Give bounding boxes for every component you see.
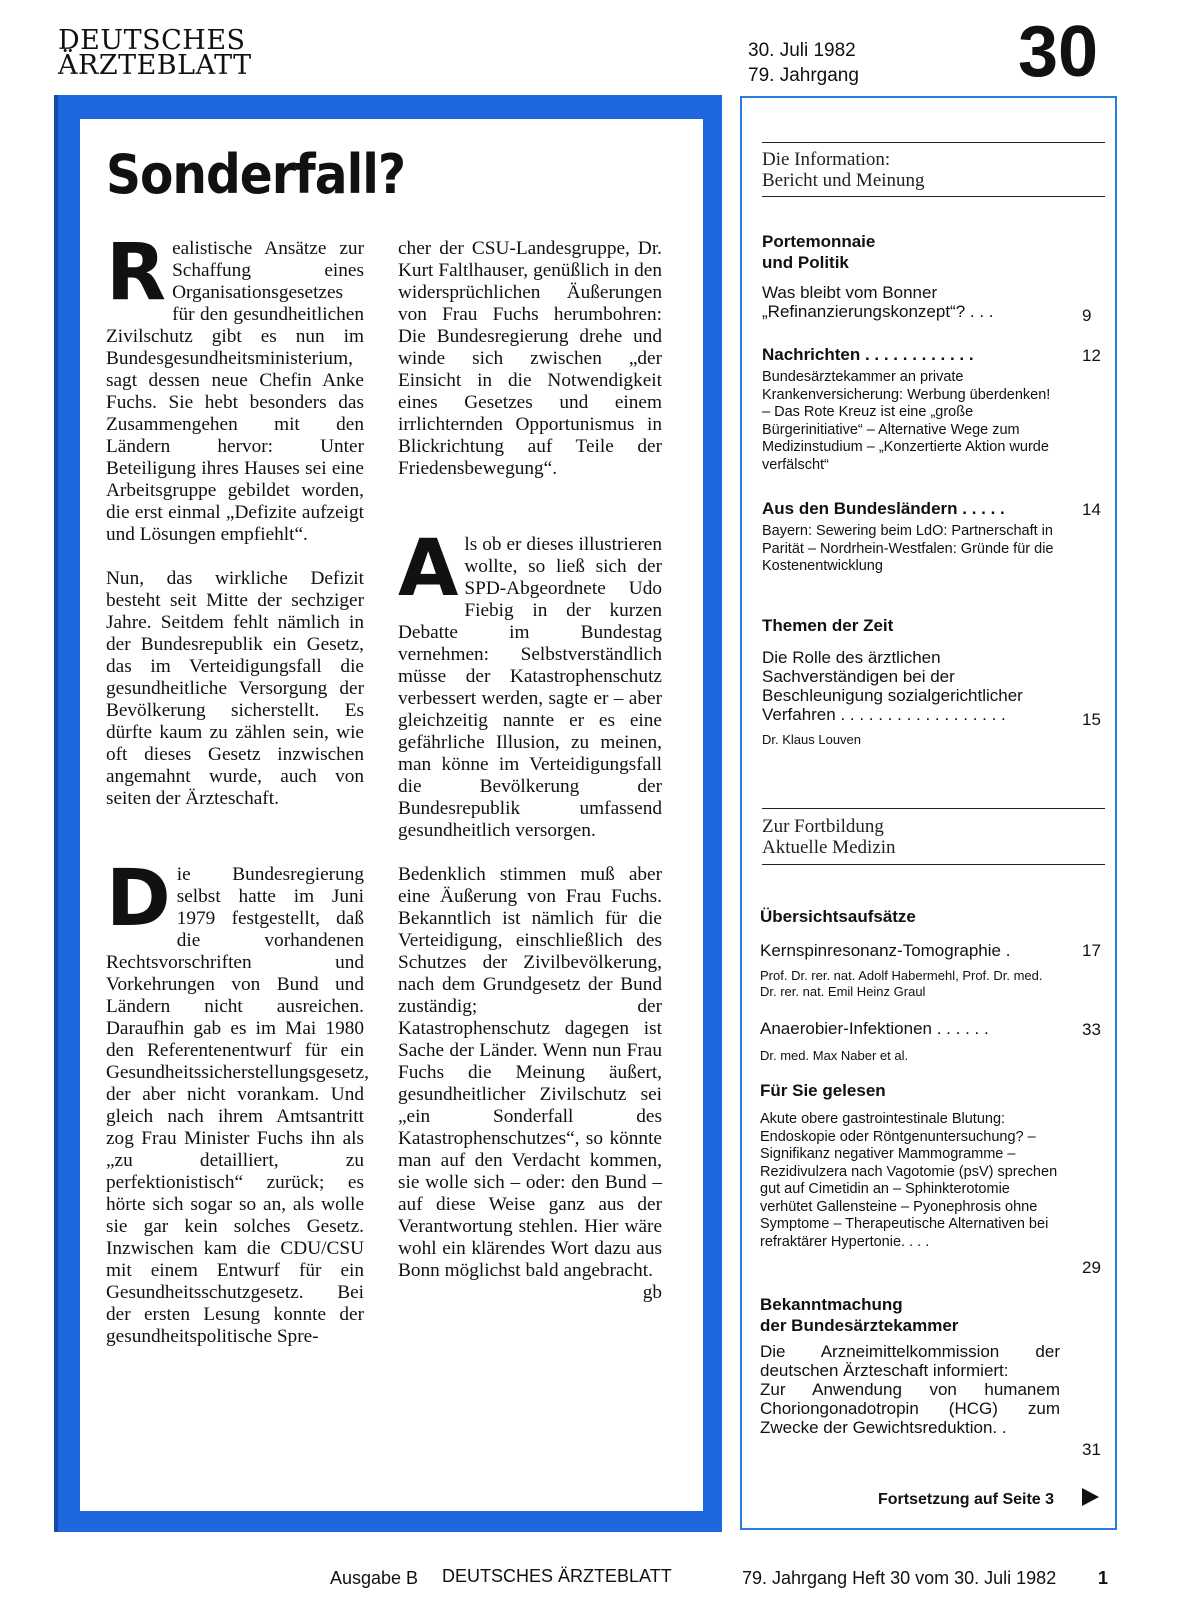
article-paragraph-6: Bedenklich stimmen muß aber eine Äußerung von Frau Fuchs. Bekanntlich ist nämlich für die Verteidigung, einschließlich des Schutzes der Zivilbevölkerung, nach dem Grundgesetz der Bund zuständig; der Katastrophenschutz dagegen ist Sache der Länder. Wenn nun Frau Fuchs die Meinung äußert, gesundheitlicher Zivilschutz sei „ein Sonderfall des Katastrophenschutzes“, so könnte man auf den Verdacht kommen, sie wolle sich – oder: den Bund – auf diese Weise ganz aus der Verantwortung stehlen. Hier wäre wohl ein klärendes Wort dazu aus Bonn möglichst bald angebracht. gb — [398, 864, 662, 1303]
toc-page-number: 15 — [1082, 710, 1101, 729]
author-signature: gb — [642, 1282, 662, 1303]
issue-volume: 79. Jahrgang — [748, 65, 859, 86]
article-paragraph-5: Als ob er dieses illustrieren wollte, so ließ sich der SPD-Abgeordnete Udo Fiebig in der kurzen Debatte im Bundestag vernehmen: Selbstverständlich müsse der Katastrophenschutz verbessert werden, sagte er – aber gleichzeitig nannte er es eine gefährliche Illusion, zu meinen, man könne im Verteidigungsfall die Bevölkerung der Bundesrepublik umfassend gesundheitlich versorgen. — [398, 524, 662, 841]
toc-entry-themen-der-zeit[interactable]: Themen der Zeit Die Rolle des ärztlichen Sachverständigen bei der Beschleunigung sozialgerichtlicher Verfahren . . . . . . . . . . . . . . . . . . Dr. Klaus Louven — [762, 616, 1023, 747]
toc-page-number: 29 — [1082, 1258, 1101, 1277]
drop-cap: D — [106, 854, 171, 944]
article-paragraph-3: Die Bundesregierung selbst hatte im Juni 1979 festgestellt, daß die vorhandenen Rechtsvorschriften und Vorkehrungen von Bund und Ländern nicht ausreichen. Daraufhin gab es im Mai 1980 den Referentenentwurf für ein Gesundheitssicherstellungsgesetz, der aber nicht vorankam. Und gleich nach ihrem Amtsantritt zog Frau Minister Fuchs ihn als „zu detailliert, zu perfektionistisch“ zurück; es hörte sich sogar so an, als wolle sie gar kein solches Gesetz. Inzwischen kam die CDU/CSU mit einem Entwurf für ein Gesundheitsschutzgesetz. Bei der ersten Lesung konnte der gesundheitspolitische Spre- — [106, 854, 369, 1347]
divider — [762, 864, 1105, 865]
toc-page-number: 33 — [1082, 1020, 1101, 1039]
article-paragraph-1: Realistische Ansätze zur Schaffung eines Organisationsgesetzes für den gesundheitlichen Zivilschutz gibt es nun im Bundesgesundheitsministerium, sagt dessen neue Chefin Anke Fuchs. Sie hebt besonders das Zusammengehen mit den Ländern hervor: Unter Beteiligung ihres Hauses sei eine Arbeitsgruppe gebildet worden, die erst einmal „Defizite aufzeigt und Lösungen empfiehlt“. — [106, 228, 364, 545]
article-headline: Sonderfall? — [106, 143, 406, 206]
toc-entry-kernspin[interactable]: Übersichtsaufsätze Kernspinresonanz-Tomographie . Prof. Dr. rer. nat. Adolf Habermehl, Prof. Dr. med. Dr. rer. nat. Emil Heinz Graul — [760, 907, 1043, 999]
toc-page-number: 17 — [1082, 941, 1101, 960]
article-paragraph-2: Nun, das wirkliche Defizit besteht seit Mitte der sechziger Jahre. Seitdem fehlt nämlich in der Bundesrepublik ein Gesetz, das im Verteidigungsfall die gesundheitliche Versorgung der Bevölkerung sicherstellt. Es dürfte kaum zu zählen sein, wie oft dieses Gesetz inzwischen angemahnt wurde, auch von seiten der Ärzteschaft. — [106, 568, 364, 809]
article-column-right — [398, 238, 662, 1304]
article-paragraph-4: cher der CSU-Landesgruppe, Dr. Kurt Faltlhauser, genüßlich in den widersprüchlichen Äußerungen von Frau Fuchs herumbohren: Die Bundesregierung drehe und winde sich zwischen „der Einsicht in die Notwendigkeit eines Gesetzes und einem irrlichternden Opportunismus in Blickrichtung auf Teile der Friedensbewegung“. — [398, 238, 662, 479]
toc-section-fortbildung: Zur Fortbildung Aktuelle Medizin — [762, 816, 896, 858]
toc-entry-portemonnaie[interactable]: Portemonnaie und Politik Was bleibt vom Bonner „Refinanzierungskonzept“? . . . — [762, 232, 994, 321]
toc-entry-bekanntmachung[interactable]: Bekanntmachung der Bundesärztekammer Die Arzneimittelkommission der deutschen Ärzteschaft informiert: Zur Anwendung von humanem Choriongonadotropin (HCG) zum Zwecke der Gewichtsreduktion. . — [760, 1295, 1060, 1437]
masthead-line2: ÄRZTEBLATT — [58, 50, 252, 81]
issue-info — [748, 38, 859, 88]
toc-page-number: 31 — [1082, 1440, 1101, 1459]
divider — [762, 196, 1105, 197]
issue-date: 30. Juli 1982 — [748, 40, 856, 61]
toc-entry-nachrichten[interactable]: Nachrichten . . . . . . . . . . . . Bundesärztekammer an private Krankenversicherung: Werbung überdenken! – Das Rote Kreuz ist eine „große Bürgerinitiative“ – Alternative Wege zum Medizinstudium – „Konzertierte Aktion wurde verfälscht“ — [762, 345, 1051, 473]
footer-magazine: DEUTSCHES ÄRZTEBLATT — [442, 1566, 672, 1586]
footer-page-number: 1 — [1098, 1568, 1109, 1588]
footer-issue: 79. Jahrgang Heft 30 vom 30. Juli 1982 — [742, 1568, 1057, 1588]
masthead-logo — [58, 25, 252, 81]
toc-entry-anaerobier[interactable]: Anaerobier-Infektionen . . . . . . Dr. med. Max Naber et al. — [760, 1019, 989, 1063]
continued-note: Fortsetzung auf Seite 3 — [878, 1491, 1055, 1508]
toc-page-number: 14 — [1082, 500, 1101, 519]
article-column-left — [106, 228, 369, 1348]
toc-page-number: 12 — [1082, 346, 1101, 365]
arrow-right-icon — [1082, 1488, 1099, 1506]
divider — [762, 808, 1105, 809]
toc-section-information: Die Information: Bericht und Meinung — [762, 149, 925, 191]
toc-entry-bundeslaender[interactable]: Aus den Bundesländern . . . . . Bayern: Sewering beim LdO: Partnerschaft in Parität – Nordrhein-Westfalen: Gründe für die Kostenentwicklung — [762, 499, 1054, 574]
drop-cap: R — [106, 228, 167, 318]
masthead-line1: DEUTSCHES — [58, 25, 246, 56]
divider — [762, 142, 1105, 143]
toc-entry-fuer-sie-gelesen[interactable]: Für Sie gelesen Akute obere gastrointestinale Blutung: Endoskopie oder Röntgenuntersuchung? – Signifikanz negativer Mammogramme – Rezidivulzera nach Vagotomie (psV) sprechen gut auf Cimetidin an – Sphinkterotomie verhütet Gallensteine – Pyonephrosis ohne Symptome – Therapeutische Alternativen bei refraktärer Hypertonie. . . . — [760, 1081, 1058, 1250]
toc-page-number: 9 — [1082, 306, 1092, 325]
issue-number: 30 — [1018, 12, 1099, 92]
drop-cap: A — [398, 524, 459, 614]
footer-edition: Ausgabe B — [330, 1568, 419, 1588]
